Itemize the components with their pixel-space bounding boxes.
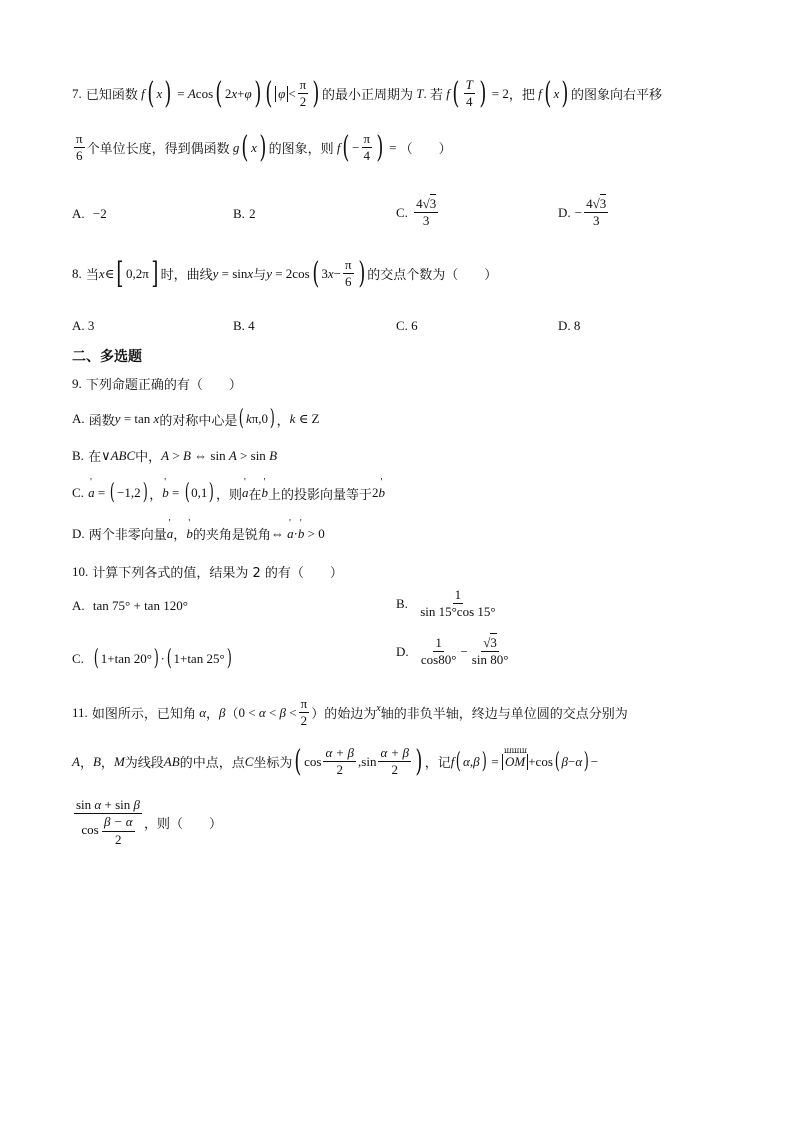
q10-number: 10. bbox=[72, 563, 89, 579]
q9-option-a: A. 函数 y = tan x 的对称中心是 ( k π,0 ) ， k ∈ Z bbox=[72, 406, 320, 431]
q7-text: （ ） bbox=[399, 142, 452, 158]
q7-number: 7. bbox=[72, 85, 82, 101]
option-text: 中， bbox=[135, 450, 162, 465]
option-text: 上的投影向量等于 bbox=[268, 487, 373, 503]
q8-text: 与 bbox=[253, 268, 267, 284]
option-value: 2 bbox=[249, 206, 256, 221]
option-text: 两个非零向量 bbox=[88, 528, 167, 543]
q11-line3: sin α + sin β cos $\frac{\beta - \alpha}{2}$ ，则（ ） bbox=[76, 797, 223, 847]
q10-option-c: C. ( 1+tan 20° ) · ( 1+tan 25° ) bbox=[72, 646, 232, 671]
q11-line2: A ， B ， M 为线段 AB 的中点，点 C 坐标为 ( cos $\frac{\alpha + \beta}{2}$ ,sin $\frac{\alpha + \beta}{2}$ ) ， 记 f ( α , β ) = ꟺꟺꟺ OM +cos ( β − α ) − bbox=[72, 743, 599, 779]
q10-option-d: D. $\frac{1}{\cos 80^\circ}$ − $\frac{√3}{\sin 80^\circ}$ bbox=[396, 635, 509, 668]
q7-option-b bbox=[233, 206, 256, 222]
q8-text: 当 bbox=[85, 268, 99, 284]
option-text: D. 8 bbox=[558, 318, 581, 333]
option-text: 的对称中心是 bbox=[159, 413, 238, 429]
q11-line1: 11. 如图所示，已知角 α ， β （ 0 < α < β < $\frac{\pi}{2}$ ） 的始边为 x 轴的非负半轴，终边与单位圆的交点分别为 bbox=[72, 696, 628, 729]
option-label: B. bbox=[233, 206, 245, 221]
q8-option-d bbox=[558, 318, 580, 334]
q7-text: ，把 bbox=[508, 88, 535, 104]
q11-text: 轴的非负半轴，终边与单位圆的交点分别为 bbox=[380, 707, 628, 723]
option-text: ，则 bbox=[215, 487, 242, 503]
option-text: C. 6 bbox=[396, 318, 418, 333]
option-label: A. bbox=[72, 598, 85, 613]
q7-text: 的图象，则 bbox=[268, 142, 334, 158]
option-text: A. 3 bbox=[72, 318, 95, 333]
option-label: C. bbox=[72, 651, 84, 666]
q7-text: 个单位长度，得到偶函数 bbox=[86, 142, 230, 158]
option-value: −2 bbox=[92, 206, 107, 221]
q7-text: 已知函数 bbox=[85, 88, 138, 104]
q7-line1: 7. 已知函数 f ( x ) = A cos ( 2 x + φ ) ( φ < $\frac{\pi}{2}$ ) 的最小正周期为 T . 若 f ( $\frac{T}{4}$ ) = 2 ，把 f ( x ) 的图象向右平移 bbox=[72, 75, 662, 111]
option-text: B. 4 bbox=[233, 318, 255, 333]
q8-text: 时，曲线 bbox=[160, 268, 213, 284]
q9-option-d: D. 两个非零向量 ' a ， ' b 的夹角是锐角 ⇔ ' a · ' b > 0 bbox=[72, 524, 325, 543]
q11-text: 的中点，点 bbox=[179, 756, 245, 772]
option-label: C. bbox=[72, 485, 84, 500]
q10-stem bbox=[72, 562, 343, 581]
q7-option-d: D. − $\frac{4√3}{3}$ bbox=[558, 196, 607, 229]
q10-option-a: A. tan 75° + tan 120° bbox=[72, 598, 188, 613]
q8-option-c bbox=[396, 318, 418, 334]
option-text: 函数 bbox=[88, 413, 115, 429]
q7-text: 的图象向右平移 bbox=[570, 88, 662, 104]
option-label: B. bbox=[72, 447, 84, 463]
option-label: D. bbox=[558, 204, 571, 220]
q8-option-b bbox=[233, 318, 255, 334]
q7-option-c: C. $\frac{4√3}{3}$ bbox=[396, 196, 437, 229]
q7-line2: $\frac{\pi}{6}$ 个单位长度，得到偶函数 g ( x ) 的图象，则 f ( − $\frac{\pi}{4}$ ) = （ ） bbox=[76, 129, 452, 165]
q7-text: 若 bbox=[429, 88, 443, 104]
q8-option-a bbox=[72, 318, 94, 334]
option-label: D. bbox=[72, 525, 85, 541]
q11-number: 11. bbox=[72, 704, 88, 720]
option-text: 在 bbox=[88, 450, 102, 465]
q8-number: 8. bbox=[72, 265, 82, 281]
q10-text: 计算下列各式的值，结果为 2 的有（ ） bbox=[92, 566, 343, 581]
option-text: 的夹角是锐角 bbox=[192, 528, 271, 543]
option-label: D. bbox=[396, 643, 409, 659]
q7-text: 的最小正周期为 bbox=[321, 88, 413, 104]
section-heading: 二、多选题 bbox=[72, 349, 142, 365]
q11-text: 记 bbox=[437, 756, 451, 772]
q11-text: 为线段 bbox=[124, 756, 164, 772]
option-label: A. bbox=[72, 411, 85, 426]
q9-number: 9. bbox=[72, 375, 82, 391]
option-label: C. bbox=[396, 204, 408, 220]
q11-text: 如图所示，已知角 bbox=[91, 707, 196, 723]
q9-option-c: C. ' a = ( −1,2 ) ， ' b = ( 0,1 ) ，则 ' a 在 ' b 上的投影向量等于 2 ' b bbox=[72, 482, 385, 504]
option-text: 在 bbox=[248, 487, 262, 503]
q9-stem bbox=[72, 374, 242, 393]
q11-text: 坐标为 bbox=[253, 756, 293, 772]
q8-line: 8. 当 x ∈ [ 0,2π ] 时，曲线 y = sin x 与 y = 2cos ( 3 x − $\frac{\pi}{6}$ ) 的交点个数为（ ） bbox=[72, 255, 498, 291]
q9-text: 下列命题正确的有（ ） bbox=[85, 378, 242, 393]
q10-option-b: B. $\frac{1}{\sin 15^\circ\cos 15^\circ}$ bbox=[396, 587, 496, 620]
q9-option-b: B. 在 ∨ ABC 中， A > B ⇔ sin A > sin B bbox=[72, 447, 278, 465]
q11-text: ，则（ ） bbox=[144, 816, 223, 832]
option-label: A. bbox=[72, 206, 85, 221]
q11-text: 的始边为 bbox=[324, 707, 377, 723]
option-label: B. bbox=[396, 595, 408, 611]
q8-text: 的交点个数为（ ） bbox=[367, 268, 498, 284]
q7-option-a bbox=[72, 206, 107, 222]
